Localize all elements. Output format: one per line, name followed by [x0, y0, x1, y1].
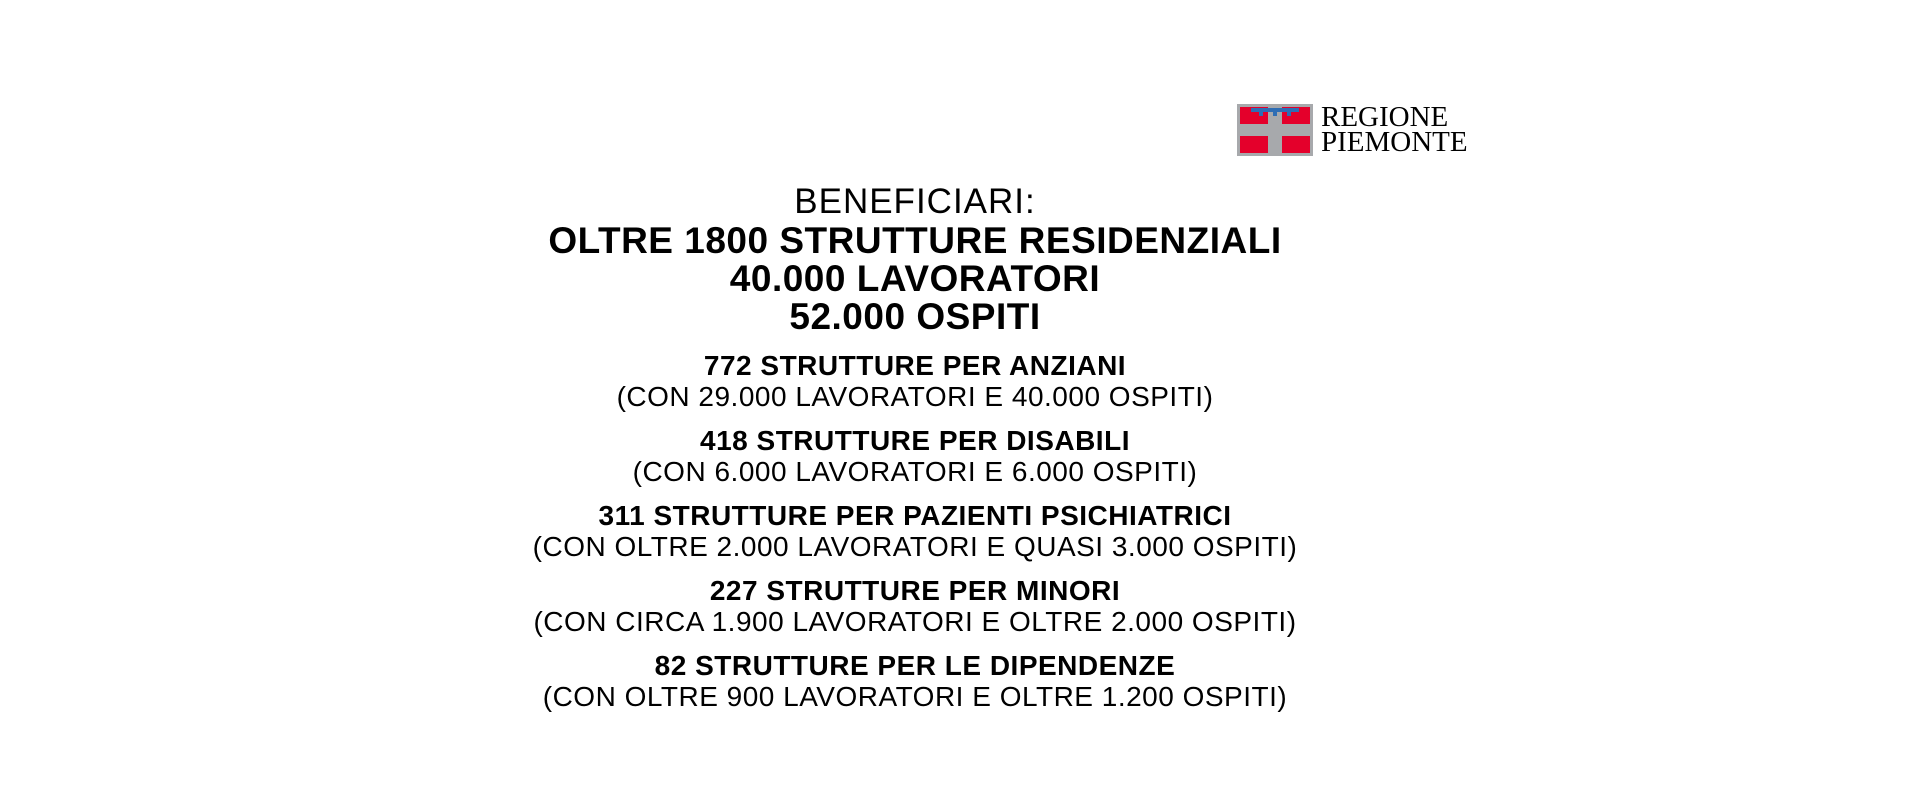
piemonte-flag-icon: [1237, 104, 1313, 156]
category-item-dipendenze: [0, 650, 1830, 712]
intro-label: BENEFICIARI:: [794, 182, 1036, 221]
category-title: 772 STRUTTURE PER ANZIANI: [703, 350, 1127, 381]
beneficiaries-summary: [0, 182, 1830, 725]
category-item-minori: [0, 575, 1830, 637]
category-item-anziani: [0, 350, 1830, 412]
category-title: 311 STRUTTURE PER PAZIENTI PSICHIATRICI: [598, 500, 1232, 531]
category-detail: (CON CIRCA 1.900 LAVORATORI E OLTRE 2.000 OSPITI): [533, 606, 1297, 637]
headline-workers: 40.000 LAVORATORI: [729, 258, 1101, 299]
headline-structures: OLTRE 1800 STRUTTURE RESIDENZIALI: [548, 220, 1282, 261]
category-item-psichiatrici: [0, 500, 1830, 562]
logo-line-1: REGIONE: [1321, 101, 1449, 133]
category-detail: (CON OLTRE 2.000 LAVORATORI E QUASI 3.000 OSPITI): [532, 531, 1298, 562]
category-title: 82 STRUTTURE PER LE DIPENDENZE: [654, 650, 1176, 681]
headline-guests: 52.000 OSPITI: [789, 296, 1041, 337]
category-title: 227 STRUTTURE PER MINORI: [709, 575, 1121, 606]
logo-wordmark: [1321, 101, 1468, 158]
logo-line-2: PIEMONTE: [1321, 126, 1468, 158]
category-detail: (CON OLTRE 900 LAVORATORI E OLTRE 1.200 OSPITI): [542, 681, 1288, 712]
regione-piemonte-logo: [1237, 101, 1468, 158]
category-title: 418 STRUTTURE PER DISABILI: [700, 425, 1130, 456]
category-detail: (CON 6.000 LAVORATORI E 6.000 OSPITI): [632, 456, 1198, 487]
category-item-disabili: [0, 425, 1830, 487]
category-list: [0, 350, 1830, 712]
category-detail: (CON 29.000 LAVORATORI E 40.000 OSPITI): [616, 381, 1214, 412]
